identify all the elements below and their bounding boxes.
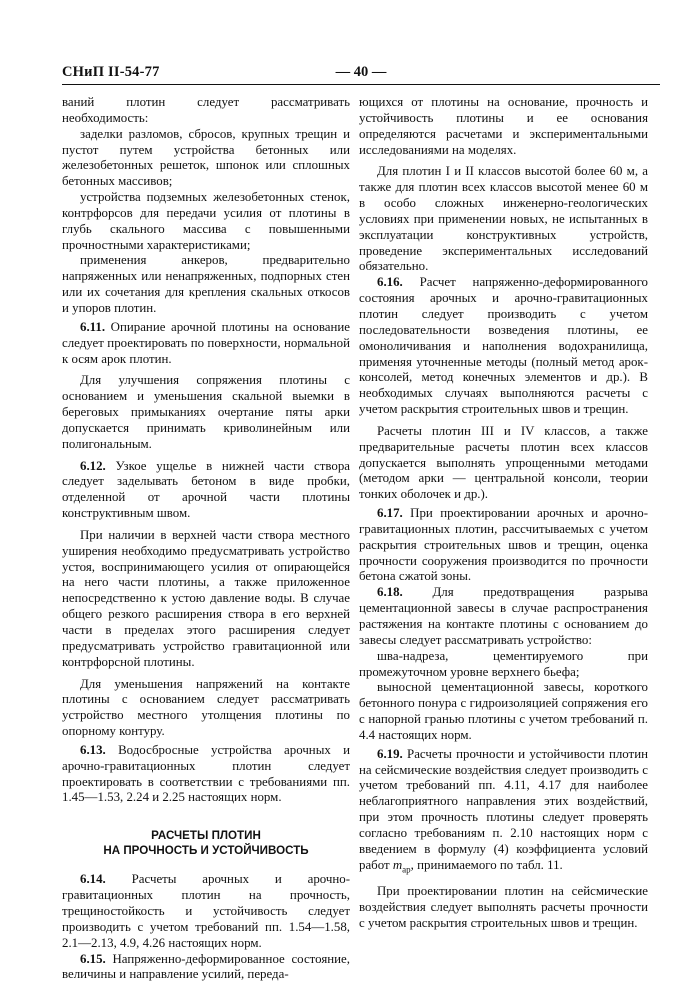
section-heading-line: НА ПРОЧНОСТЬ И УСТОЙЧИВОСТЬ	[62, 843, 350, 858]
clause-number: 6.11.	[80, 320, 105, 334]
paragraph: Для улучшения сопряжения плотины с основанием и уменьшения скальной выемки в береговых примыканиях очертание пяты арки допускается принимать криволинейным или полигональным.	[62, 373, 350, 452]
clause-6-17	[359, 506, 648, 585]
list-item: выносной цементационной завесы, короткого бетонного понура с гидроизоляцией сопряжения его с напорной гранью плотины с учетом требований п. 4.4 настоящих норм.	[359, 680, 648, 743]
formula-symbol: m	[393, 858, 402, 872]
clause-6-18	[359, 585, 648, 648]
clause-number: 6.15.	[80, 952, 106, 966]
list-item: устройства подземных железобетонных стенок, контрфорсов для передачи усилия от плотины в глубь скального массива с повышенными прочностными характеристиками;	[62, 190, 350, 253]
clause-text: Расчеты прочности и устойчивости плотин на сейсмические воздействия следует производить с учетом требований пп. 4.11, 4.17 для наиболее неблагоприятного направления этих воздействий, при этом прочность плотины следует проверять согласно требованиям п. 2.10 настоящих норм с введением в формулу (4) коэффициента условий работ	[359, 747, 648, 872]
clause-number: 6.18.	[377, 585, 403, 599]
paragraph: При проектировании плотин на сейсмические воздействия следует выполнять расчеты прочности с учетом раскрытия строительных швов и трещин.	[359, 884, 648, 932]
formula-subscript: ар	[402, 864, 411, 874]
clause-number: 6.14.	[80, 872, 106, 886]
clause-6-19	[359, 747, 648, 878]
paragraph: Для уменьшения напряжений на контакте плотины с основанием следует рассматривать устройство местного утолщения плотины по опорному контуру.	[62, 677, 350, 740]
clause-text: Для предотвращения разрыва цементационной завесы в случае распространения растяжения на контакте плотины с основанием до завесы следует рассматривать устройство:	[359, 585, 648, 647]
clause-number: 6.17.	[377, 506, 403, 520]
paragraph: При наличии в верхней части створа местного уширения необходимо предусматривать устройство устоя, воспринимающего усилия от опирающейся на него части плотины, а также приложенное непосредственно к устою давление воды. В случае общего резкого расширения створа в его верхней части в пределах этого расширения следует предусматривать устройство гравитационной или контрфорсной плотины.	[62, 528, 350, 671]
clause-text: При проектировании арочных и арочно-гравитационных плотин, рассчитываемых с учетом раскрытия строительных швов и трещин, оценка прочности сооружения производится по прочности бетона сжатой зоны.	[359, 506, 648, 583]
clause-6-16	[359, 275, 648, 418]
clause-text: Расчеты арочных и арочно-гравитационных плотин на прочность, трещиностойкость и устойчивость следует производить с учетом требований пп. 1.54—1.58, 2.1—2.13, 4.9, 4.26 настоящих норм.	[62, 872, 350, 949]
paragraph: ваний плотин следует рассматривать необходимость:	[62, 95, 350, 127]
list-item: заделки разломов, сбросов, крупных трещин и пустот путем устройства бетонных или железобетонных решеток, шпонок или сплошных бетонных массивов;	[62, 127, 350, 190]
clause-number: 6.19.	[377, 747, 403, 761]
clause-6-14	[62, 872, 350, 951]
page-number: — 40 —	[62, 64, 660, 81]
document-code: СНиП II-54-77	[62, 64, 160, 81]
clause-text: Водосбросные устройства арочных и арочно-гравитационных плотин следует проектировать в соответствии с требованиями пп. 1.45—1.53, 2.24 и 2.25 настоящих норм.	[62, 743, 350, 805]
page-header	[62, 62, 660, 85]
paragraph: Для плотин I и II классов высотой более 60 м, а также для плотин всех классов высотой менее 60 м в особо сложных инженерно-геологических условиях при применении новых, не испытанных в эксплуатации конструктивных устройств, проведение экспериментальных исследований обязательно.	[359, 164, 648, 275]
paragraph: Расчеты плотин III и IV классов, а также предварительные расчеты плотин всех классов допускается выполнять упрощенными методами (методом арки — центральной консоли, теории тонких оболочек и др.).	[359, 424, 648, 503]
clause-text: Узкое ущелье в нижней части створа следует заделывать бетоном в виде пробки, отделенной от арочной части плотины конструктивным швом.	[62, 459, 350, 521]
paragraph: ющихся от плотины на основание, прочность и устойчивость плотины и ее основания определяются расчетами и экспериментальными исследованиями на моделях.	[359, 95, 648, 158]
list-item: шва-надреза, цементируемого при промежуточном уровне верхнего бьефа;	[359, 649, 648, 681]
clause-text: Опирание арочной плотины на основание следует проектировать по поверхности, нормальной к осям арок плотин.	[62, 320, 350, 366]
clause-6-12	[62, 459, 350, 522]
clause-6-13	[62, 743, 350, 806]
clause-text: Расчет напряженно-деформированного состояния арочных и арочно-гравитационных плотин следует производить с учетом последовательности возведения плотины, ее омоноличивания и наполнения водохранилища, применяя уточненные методы (полный метод арок-консолей, метод конечных элементов и др.). В необходимых случаях выполняются расчеты с учетом раскрытия строительных швов и трещин.	[359, 275, 648, 416]
right-column	[359, 95, 648, 932]
clause-number: 6.13.	[80, 743, 106, 757]
clause-text: , принимаемого по табл. 11.	[411, 858, 563, 872]
section-heading-line: РАСЧЕТЫ ПЛОТИН	[62, 828, 350, 843]
section-heading	[62, 828, 350, 858]
clause-number: 6.16.	[377, 275, 403, 289]
clause-6-15	[62, 952, 350, 983]
clause-text: Напряженно-деформированное состояние, величины и направление усилий, переда-	[62, 952, 350, 982]
left-column	[62, 95, 350, 983]
clause-number: 6.12.	[80, 459, 106, 473]
list-item: применения анкеров, предварительно напряженных или ненапряженных, подпорных стен или их сочетания для крепления скальных откосов и упоров плотин.	[62, 253, 350, 316]
clause-6-11	[62, 320, 350, 368]
